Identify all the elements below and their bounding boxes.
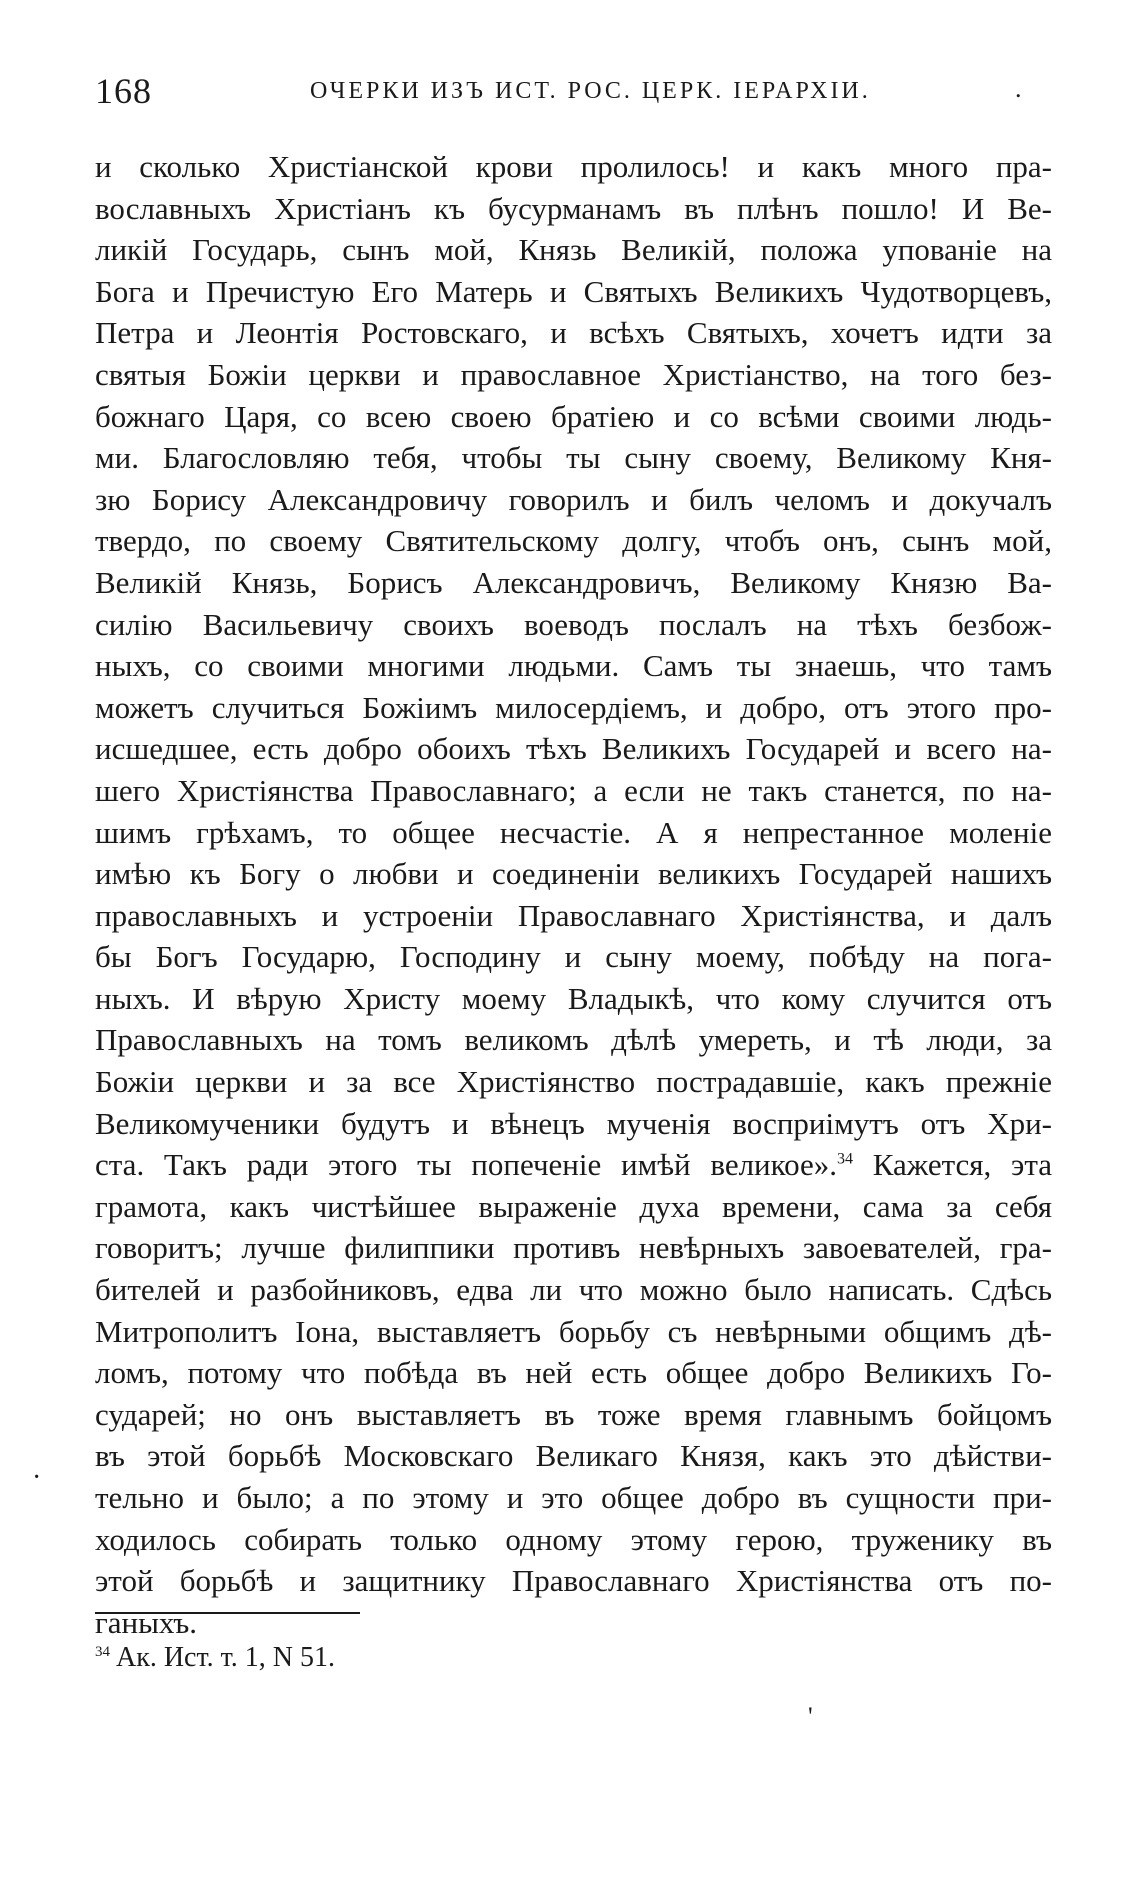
text-line: Великій Князь, Борисъ Александровичъ, Великому Князю Ва- [95,564,1052,600]
text-line: грамота, какъ чистѣйшее выраженіе духа времени, сама за себя [95,1188,1052,1224]
text-line: православныхъ и устроеніи Православнаго Христіянства, и далъ [95,897,1052,933]
text-line-last: ганыхъ. [95,1604,197,1640]
text-line-with-footnote-ref [95,1144,1052,1186]
footnote [95,1642,335,1674]
text-line: бы Богъ Государю, Господину и сыну моему, побѣду на пога- [95,939,1052,975]
text-line: исшедшее, есть добро обоихъ тѣхъ Великихъ Государей и всего на- [95,731,1052,767]
text-line: святыя Божіи церкви и православное Христіанство, на того без- [95,356,1052,392]
text-line: ныхъ, со своими многими людьми. Самъ ты знаешь, что тамъ [95,648,1052,684]
margin-dot-mark: · [32,1462,42,1493]
footnote-number: 34 [95,1643,110,1660]
text-line: твердо, по своему Святительскому долгу, чтобъ онъ, сынъ мой, [95,523,1052,559]
text-line: вославныхъ Христіанъ къ бусурманамъ въ плѣнъ пошло! И Ве- [95,190,1052,226]
footnote-divider [95,1612,360,1614]
text-line: ликій Государь, сынъ мой, Князь Великій, положа упованіе на [95,232,1052,268]
body-text [95,146,1052,1643]
text-line: шего Христіянства Православнаго; а если не такъ станется, по на- [95,772,1052,808]
text-line: Божіи церкви и за все Христіянство пострадавшіе, какъ прежніе [95,1064,1052,1100]
page-number: 168 [95,71,152,111]
text-line: сударей; но онъ выставляетъ въ тоже время главнымъ бойцомъ [95,1396,1052,1432]
text-line: бителей и разбойниковъ, едва ли что можно было написать. Сдѣсь [95,1272,1052,1308]
text-line: этой борьбѣ и защитнику Православнаго Христіянства отъ по- [95,1563,1052,1599]
text-line: божнаго Царя, со всею своею братіею и со всѣми своими людь- [95,398,1052,434]
text-line: Православныхъ на томъ великомъ дѣлѣ умереть, и тѣ люди, за [95,1022,1052,1058]
text-line: тельно и было; а по этому и это общее добро въ сущности при- [95,1480,1052,1515]
text-line: ходилось собирать только одному этому герою, труженику въ [95,1521,1052,1557]
text-line: зю Борису Александровичу говорилъ и билъ челомъ и докучалъ [95,481,1052,517]
line-text-tail: Кажется, эта [872,1147,1052,1183]
text-line: Бога и Пречистую Его Матерь и Святыхъ Великихъ Чудотворцевъ, [95,273,1052,309]
text-line: говоритъ; лучше филиппики противъ невѣрныхъ завоевателей, гра- [95,1230,1052,1266]
text-line: Петра и Леонтія Ростовскаго, и всѣхъ Святыхъ, хочетъ идти за [95,315,1052,351]
line-text: ста. Такъ ради этого ты попеченіе имѣй великое». [95,1147,838,1183]
text-line: Великомученики будутъ и вѣнецъ мученія восприімутъ отъ Хри- [95,1105,1052,1141]
text-line: можетъ случиться Божіимъ милосердіемъ, и добро, отъ этого про- [95,689,1052,725]
text-line: Митрополитъ Іона, выставляетъ борьбу съ невѣрными общимъ дѣ- [95,1313,1052,1349]
text-line: ныхъ. И вѣрую Христу моему Владыкѣ, что кому случится отъ [95,980,1052,1016]
text-line: и сколько Христіанской крови пролилось! и какъ много пра- [95,149,1052,184]
footnote-text: Ак. Ист. т. 1, N 51. [116,1642,335,1673]
text-line: ломъ, потому что побѣда въ ней есть общее добро Великихъ Го- [95,1355,1052,1391]
running-title: ОЧЕРКИ ИЗЪ ИСТ. РОС. ЦЕРК. ІЕРАРХІИ. [310,78,871,104]
text-line: шимъ грѣхамъ, то общее несчастіе. А я непрестанное моленіе [95,814,1052,850]
text-line: силію Васильевичу своихъ воеводъ послалъ на тѣхъ безбож- [95,606,1052,642]
header-mark: . [1015,74,1022,103]
stray-ink-mark: ' [808,1702,813,1731]
text-line: ми. Благословляю тебя, чтобы ты сыну своему, Великому Кня- [95,440,1052,476]
running-head [95,70,1055,120]
footnote-reference[interactable]: 34 [837,1150,854,1168]
text-line: имѣю къ Богу о любви и соединеніи великихъ Государей нашихъ [95,856,1052,892]
text-line: въ этой борьбѣ Московскаго Великаго Князя, какъ это дѣйстви- [95,1438,1052,1474]
